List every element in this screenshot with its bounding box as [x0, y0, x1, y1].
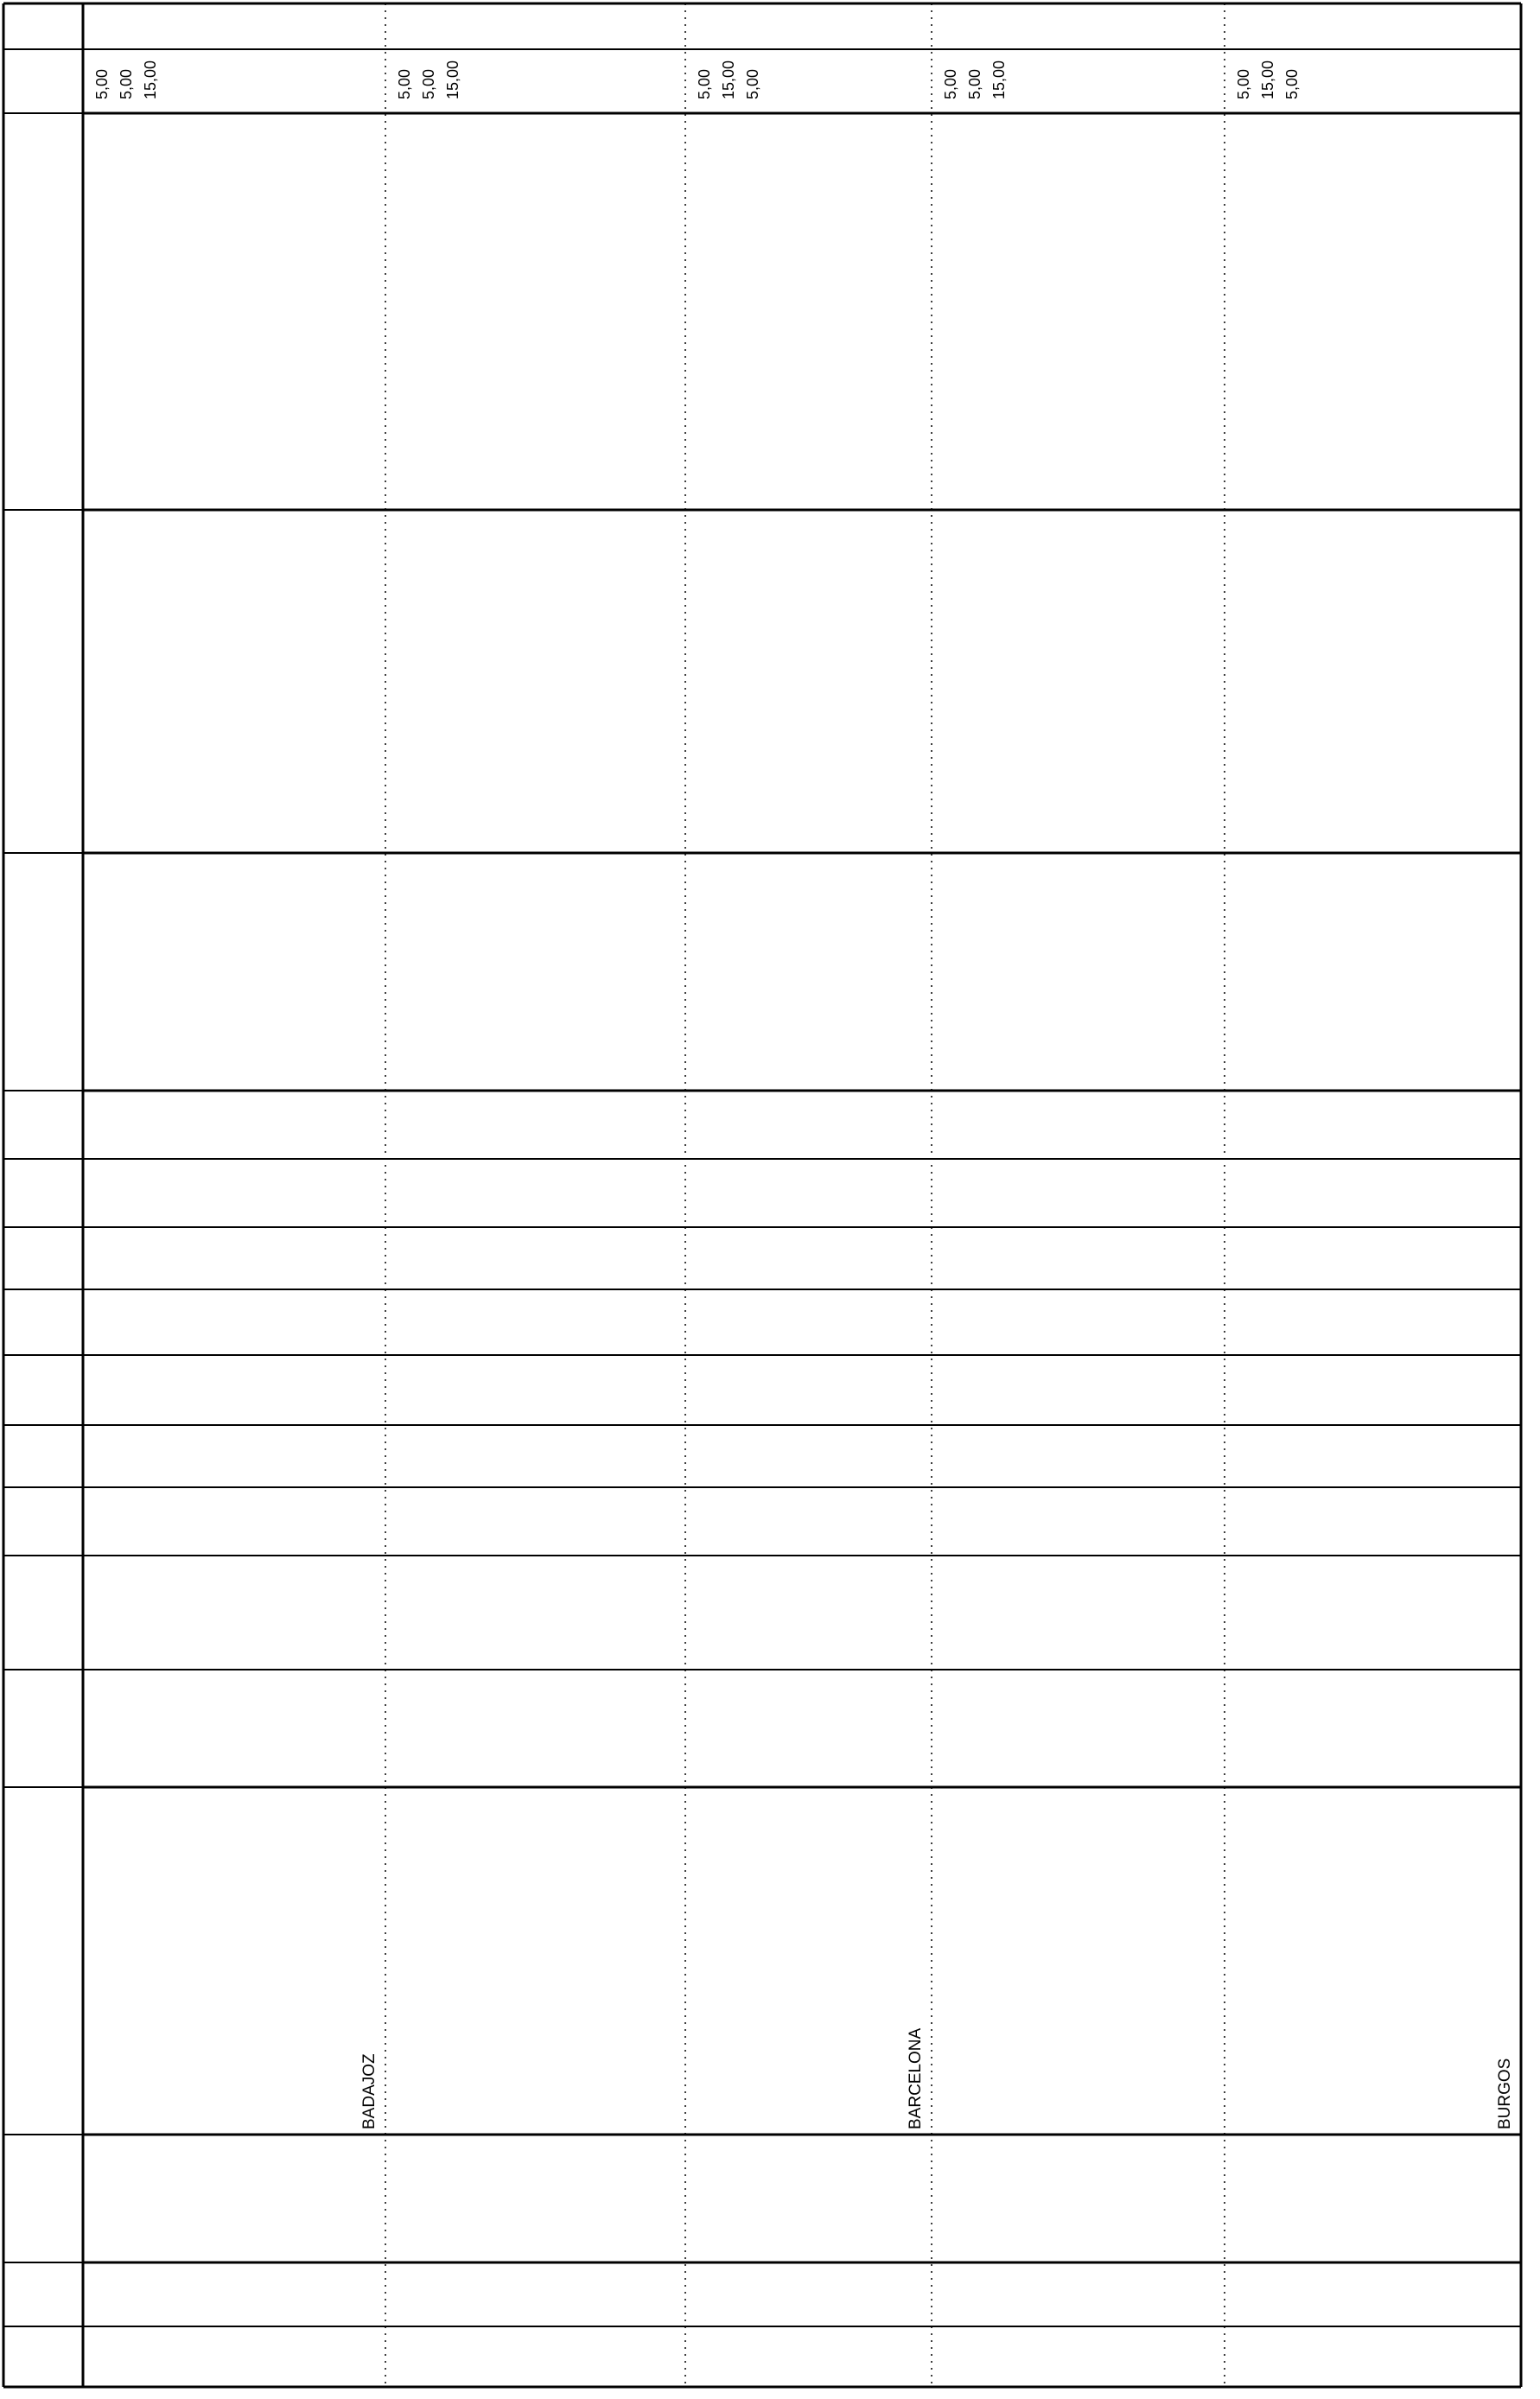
max-value: 5,00 [93, 68, 111, 99]
section-label: BADAJOZ [360, 2053, 379, 2129]
header-obs [5, 1094, 81, 1155]
max-value: 5,00 [696, 68, 713, 99]
header-meritos [5, 117, 81, 506]
max-value: 15,00 [720, 60, 737, 99]
header-orden [5, 2330, 81, 2383]
header-descripcion [5, 856, 81, 1087]
max-value: 5,00 [942, 68, 959, 99]
header-plazas [5, 2266, 81, 2323]
header-codigo [5, 2138, 81, 2259]
header-centro [5, 1791, 81, 2131]
header-cuerpo [5, 1293, 81, 1352]
cell-max-group [696, 41, 761, 99]
cell-max-group [93, 41, 159, 99]
max-value: 15,00 [444, 60, 461, 99]
header-provincia [5, 1673, 81, 1784]
cell-max-group [942, 41, 1008, 99]
header-me [5, 7, 81, 46]
max-value: 15,00 [990, 60, 1008, 99]
header-form [5, 1162, 81, 1224]
max-value: 5,00 [744, 68, 761, 99]
section-label: BURGOS [1496, 2058, 1514, 2129]
max-value: 5,00 [966, 68, 983, 99]
max-value: 5,00 [1235, 68, 1252, 99]
cell-max-group [396, 41, 461, 99]
header-tit [5, 1231, 81, 1286]
max-value: 5,00 [420, 68, 437, 99]
header-nivel [5, 1559, 81, 1666]
max-value: 15,00 [1259, 60, 1276, 99]
max-value: 5,00 [1283, 68, 1301, 99]
header-grsb [5, 1429, 81, 1484]
header-cursos [5, 513, 81, 850]
max-value: 5,00 [118, 68, 135, 99]
header-adm [5, 1359, 81, 1422]
max-value: 5,00 [396, 68, 413, 99]
header-ce [5, 1491, 81, 1552]
max-value: 15,00 [142, 60, 159, 99]
cell-max-group [1235, 41, 1301, 99]
section-label: BARCELONA [907, 2027, 925, 2129]
header-max [5, 53, 81, 110]
